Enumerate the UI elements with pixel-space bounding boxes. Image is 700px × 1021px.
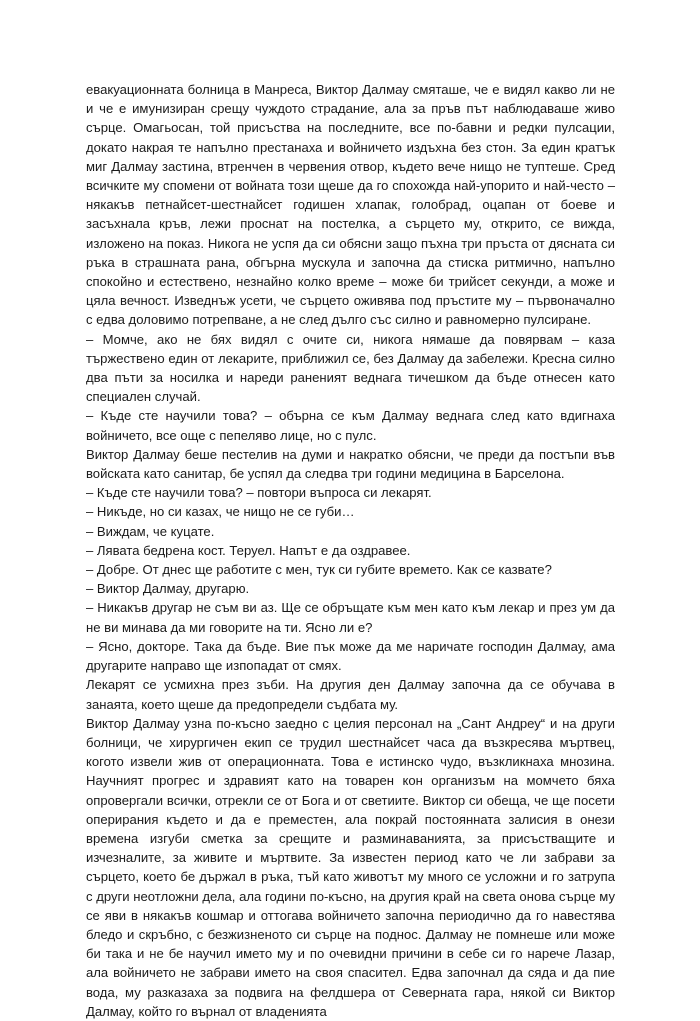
paragraph: – Виждам, че куцате. <box>86 523 215 539</box>
paragraph: – Къде сте научили това? – повтори въпроса си лекарят. <box>86 485 432 501</box>
paragraph: – Къде сте научили това? – обърна се към Далмау веднага след като вдигнаха войничето, все още с пепеляво лице, но с пулс. <box>86 408 615 443</box>
paragraph: – Никакъв другар не съм ви аз. Ще се обръщате към мен като към лекар и през ум да не ви минава да ми говорите на ти. Ясно ли е? <box>86 600 615 635</box>
paragraph: – Лявата бедрена кост. Теруел. Напът е да оздравее. <box>86 542 411 558</box>
paragraph: – Добре. От днес ще работите с мен, тук си губите времето. Как се казвате? <box>86 562 552 578</box>
paragraph: Виктор Далмау беше пестелив на думи и накратко обясни, че преди да постъпи във войската като санитар, бе успял да следва три години медицина в Барселона. <box>86 446 615 482</box>
paragraph: Лекарят се усмихна през зъби. На другия ден Далмау започна да се обучава в занаята, което щеше да предопредели съдбата му. <box>86 677 615 712</box>
paragraph: – Момче, ако не бях видял с очите си, никога нямаше да повярвам – каза тържествено един от лекарите, приближил се, без Далмау да забележи. Кресна силно два пъти за носилка и нареди раненият веднага тичешком да бъде отнесен като специален случай. <box>86 331 615 405</box>
paragraph: – Ясно, докторе. Така да бъде. Вие пък може да ме наричате господин Далмау, ама другарите направо ще изпопадат от смях. <box>86 638 615 674</box>
paragraph: – Виктор Далмау, другарю. <box>86 581 250 597</box>
paragraph: Виктор Далмау узна по-късно заедно с целия персонал на „Сант Андреу“ и на други болници, че хирургичен екип се трудил шестнайсет часа да възкресява мъртвец, когото извели жив от операционната. Това е истинско чудо, възкликнаха мнозина. Научният прогрес и здравият като на товарен кон организъм на момчето бяха опровергали всички, отрекли се от Бога и от светиите. Виктор си обеща, че ще посети оперирания където и да е преместен, ала покрай постоянната залисия в онези времена изгуби сметка за срещите и разминаванията, за присъстващите и изчезналите, за живите и мъртвите. За известен период като че ли забрави за сърцето, което бе държал в ръка, тъй като животът му много се усложни и го затрупа с други неотложни дела, ала години по-късно, на другия край на света онова сърце му се яви в някакъв кошмар и оттогава войничето започна периодично да го навестява бледо и скръбно, с безжизненото си сърце на поднос. Далмау не помнеше или може би така и не бе научил името му и по очевидни причини в себе си го нарече Лазар, ала войничето не забрави името на своя спасител. Едва започнал да сяда и да пие вода, му разказаха за подвига на фелдшера от Северната гара, някой си Виктор Далмау, който го върнал от владенията <box>86 715 615 1019</box>
paragraph: – Никъде, но си казах, че нищо не се губи… <box>86 504 355 520</box>
body-text <box>86 80 615 1021</box>
paragraph: евакуационната болница в Манреса, Виктор Далмау смяташе, че е видял какво ли не и че е имунизиран срещу чуждото страдание, ала за пръв път наблюдаваше живо сърце. Омагьосан, той присъства на последните, все по-бавни и редки пулсации, докато накрая те напълно престанаха и войничето издъхна без стон. За един кратък миг Далмау застина, втренчен в червения отвор, където вече нищо не туптеше. Сред всичките му спомени от войната този щеше да го спохожда най-упорито и най-често – някакъв петнайсет-шестнайсет годишен хлапак, голобрад, оцапан от боеве и засъхнала кръв, лежи проснат на постелка, а сърцето му, открито, се вижда, изложено на показ. Никога не успя да си обясни защо пъхна три пръста от дясната си ръка в страшната рана, обгърна мускула и започна да стиска ритмично, напълно спокойно и естествено, незнайно колко време – може би трийсет секунди, а може и цяла вечност. Изведнъж усети, че сърцето оживява под пръстите му – първоначално с едва доловимо потрепване, а не след дълго със силно и равномерно пулсиране. <box>86 82 615 328</box>
